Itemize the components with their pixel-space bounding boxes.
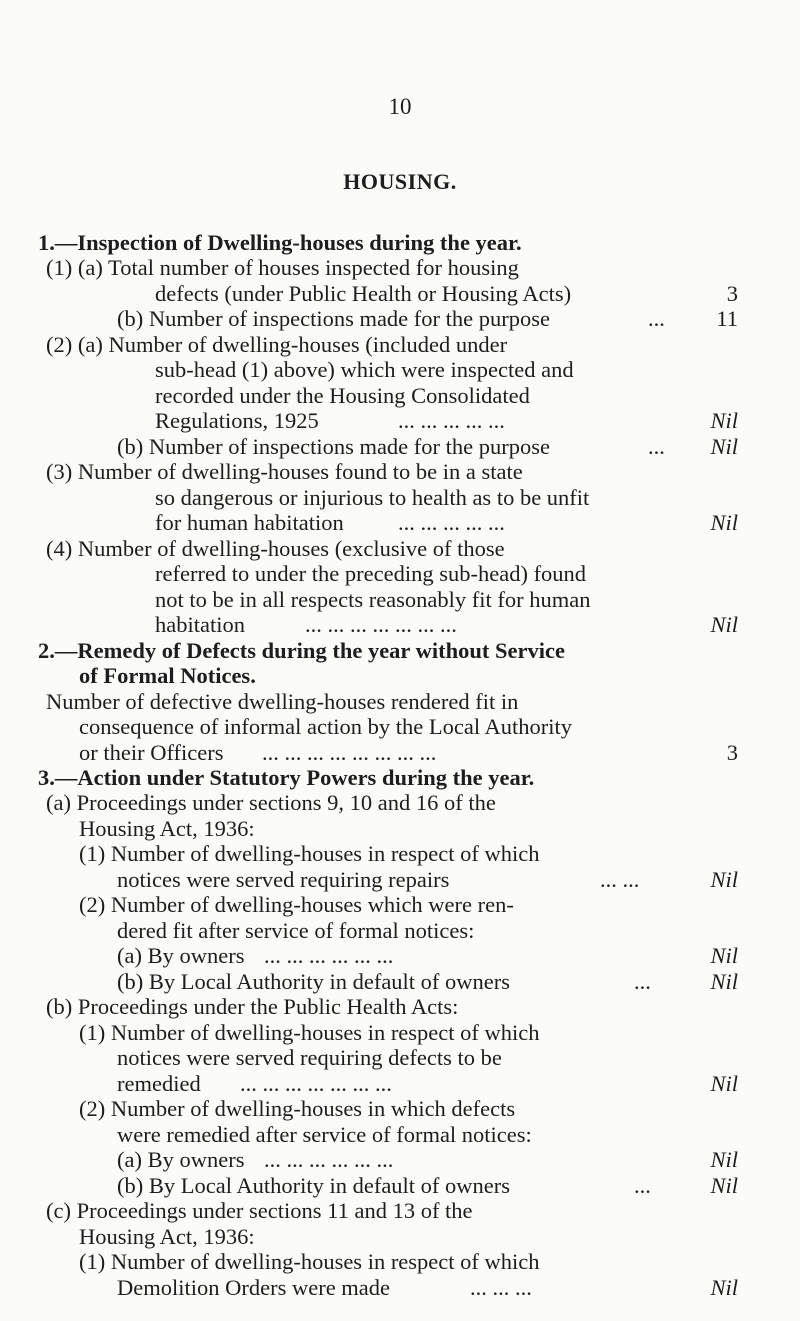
item-3a1-value: Nil xyxy=(710,866,738,892)
item-4-value: Nil xyxy=(710,612,738,638)
item-3a1-row xyxy=(0,867,738,892)
item-2a-row xyxy=(0,408,738,433)
item-3b-line-1: (b) Proceedings under the Public Health Acts: xyxy=(46,994,459,1020)
item-1a-value: 3 xyxy=(726,280,738,306)
item-3c-line-1: (c) Proceedings under sections 11 and 13 of the xyxy=(46,1198,473,1224)
item-3a2-line-2: dered fit after service of formal notices: xyxy=(117,917,475,943)
item-3b2b-row xyxy=(0,1173,738,1198)
item-3b2-line-1: (2) Number of dwelling-houses in which defects xyxy=(79,1096,516,1122)
section-2-line-2: consequence of informal action by the Local Authority xyxy=(79,714,572,740)
item-4-line-1: (4) Number of dwelling-houses (exclusive of those xyxy=(46,535,505,561)
item-4-line-4: habitation xyxy=(155,612,245,638)
item-2a-value: Nil xyxy=(710,408,738,434)
item-4-line-3: not to be in all respects reasonably fit for human xyxy=(155,586,591,612)
page-number: 10 xyxy=(388,94,412,119)
item-3b1-line-3: remedied xyxy=(117,1070,201,1096)
section-3-heading: 3.—Action under Statutory Powers during the year. xyxy=(38,765,535,790)
item-3a2b-row xyxy=(0,969,738,994)
item-2b-text: (b) Number of inspections made for the purpose xyxy=(117,433,551,459)
leader-dots: ... ... ... ... ... ... ... ... xyxy=(262,739,437,765)
leader-dots: ... xyxy=(648,306,665,332)
section-2-line-1: Number of defective dwelling-houses rendered fit in xyxy=(46,688,519,714)
leader-dots: ... ... ... ... ... ... ... xyxy=(305,612,457,638)
item-3b1-line-1: (1) Number of dwelling-houses in respect of which xyxy=(79,1019,540,1045)
item-3-line-2: so dangerous or injurious to health as to be unfit xyxy=(155,484,590,510)
item-3a1-line-1: (1) Number of dwelling-houses in respect of which xyxy=(79,841,540,867)
item-3b1-line-2: notices were served requiring defects to be xyxy=(117,1045,502,1071)
item-3b2b-text: (b) By Local Authority in default of owners xyxy=(117,1172,511,1198)
leader-dots: ... ... ... xyxy=(470,1274,532,1300)
item-1b-row xyxy=(0,306,738,331)
item-1b-value: 11 xyxy=(716,306,738,332)
item-4-line-2: referred to under the preceding sub-head) found xyxy=(155,561,587,587)
item-3-value: Nil xyxy=(710,510,738,536)
item-3a2a-text: (a) By owners xyxy=(117,943,245,969)
item-2a-line-3: recorded under the Housing Consolidated xyxy=(155,382,530,408)
section-2-row xyxy=(0,740,738,765)
leader-dots: ... ... ... ... ... ... ... xyxy=(240,1070,392,1096)
item-2b-value: Nil xyxy=(710,433,738,459)
item-2a-line-4: Regulations, 1925 xyxy=(155,408,319,434)
section-1-heading: 1.—Inspection of Dwelling-houses during the year. xyxy=(38,230,522,255)
section-2-heading-line-1: 2.—Remedy of Defects during the year without Service xyxy=(38,637,565,663)
leader-dots: ... xyxy=(634,968,651,994)
item-3-row xyxy=(0,510,738,535)
item-3c1-text: Demolition Orders were made xyxy=(117,1274,391,1300)
item-3c1-line-1: (1) Number of dwelling-houses in respect of which xyxy=(79,1249,540,1275)
leader-dots: ... xyxy=(648,433,665,459)
page-title: HOUSING. xyxy=(343,169,457,194)
item-1a-row xyxy=(0,281,738,306)
leader-dots: ... ... xyxy=(600,866,640,892)
item-3b1-value: Nil xyxy=(710,1070,738,1096)
item-3c1-row xyxy=(0,1275,738,1300)
item-3a2-line-1: (2) Number of dwelling-houses which were ren- xyxy=(79,892,514,918)
item-3b1-row xyxy=(0,1071,738,1096)
leader-dots: ... ... ... ... ... xyxy=(398,408,505,434)
item-3b2a-value: Nil xyxy=(710,1147,738,1173)
item-1a-line-2: defects (under Public Health or Housing Acts) xyxy=(155,280,572,306)
leader-dots: ... xyxy=(634,1172,651,1198)
item-2a-line-2: sub-head (1) above) which were inspected and xyxy=(155,357,574,383)
item-3-line-3: for human habitation xyxy=(155,510,344,536)
item-3a1-line-2: notices were served requiring repairs xyxy=(117,866,450,892)
item-1b-text: (b) Number of inspections made for the purpose xyxy=(117,306,551,332)
item-4-row xyxy=(0,612,738,637)
section-2-heading-line-2: of Formal Notices. xyxy=(79,663,256,689)
item-3b2a-text: (a) By owners xyxy=(117,1147,245,1173)
item-1a-line-1: (1) (a) Total number of houses inspected for housing xyxy=(46,255,519,281)
item-3a2a-value: Nil xyxy=(710,943,738,969)
item-3b2a-row xyxy=(0,1147,738,1172)
leader-dots: ... ... ... ... ... ... xyxy=(264,943,394,969)
section-2-value: 3 xyxy=(726,739,738,765)
item-3a2a-row xyxy=(0,943,738,968)
item-3-line-1: (3) Number of dwelling-houses found to be in a state xyxy=(46,459,523,485)
item-3a2b-value: Nil xyxy=(710,968,738,994)
item-3b2b-value: Nil xyxy=(710,1172,738,1198)
section-2-line-3: or their Officers xyxy=(79,739,224,765)
leader-dots: ... ... ... ... ... ... xyxy=(264,1147,394,1173)
item-2b-row xyxy=(0,434,738,459)
item-3b2-line-2: were remedied after service of formal notices: xyxy=(117,1121,532,1147)
item-3a-line-2: Housing Act, 1936: xyxy=(79,815,255,841)
item-3a-line-1: (a) Proceedings under sections 9, 10 and 16 of the xyxy=(46,790,496,816)
item-3c1-value: Nil xyxy=(710,1274,738,1300)
leader-dots: ... ... ... ... ... xyxy=(398,510,505,536)
item-3a2b-text: (b) By Local Authority in default of owners xyxy=(117,968,511,994)
item-3c-line-2: Housing Act, 1936: xyxy=(79,1223,255,1249)
item-2a-line-1: (2) (a) Number of dwelling-houses (included under xyxy=(46,331,508,357)
